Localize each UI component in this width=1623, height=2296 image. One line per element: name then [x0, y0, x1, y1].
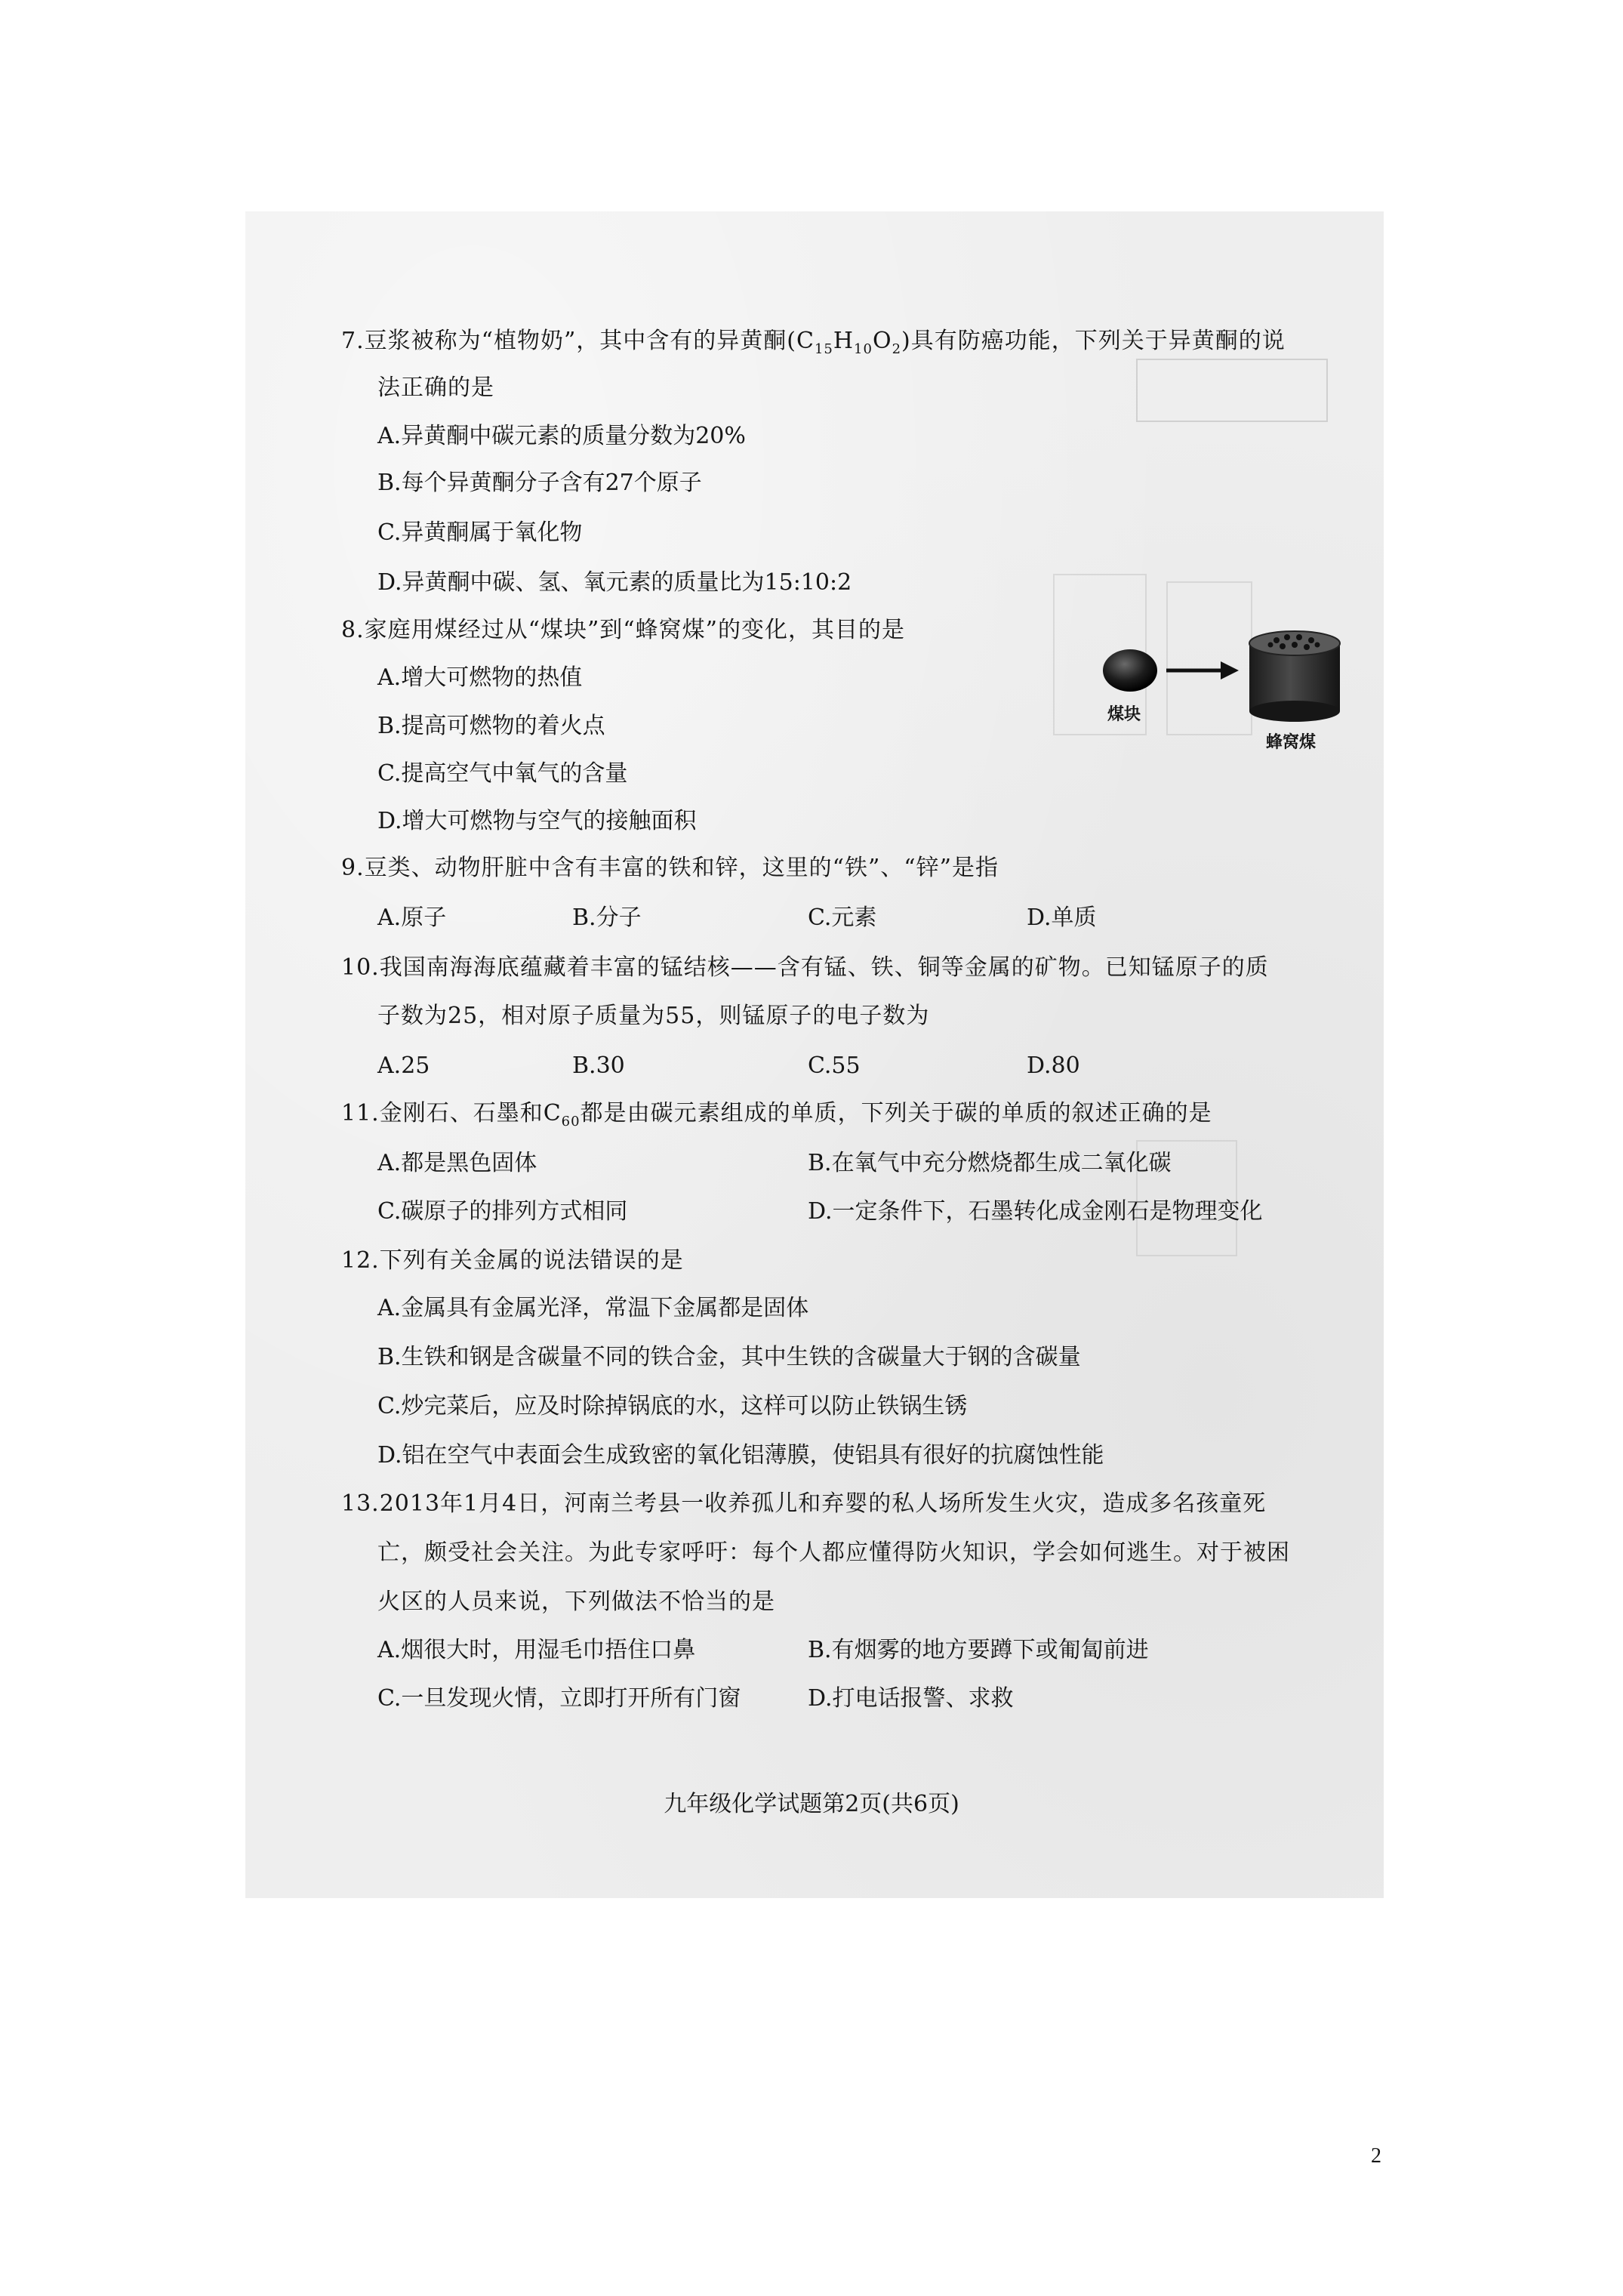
q7-option-c: C.异黄酮属于氧化物 [377, 519, 583, 546]
q8-stem: 8.家庭用煤经过从“煤块”到“蜂窝煤”的变化，其目的是 [341, 617, 905, 643]
q12-stem: 12.下列有关金属的说法错误的是 [341, 1247, 684, 1274]
q13-option-a: A.烟很大时，用湿毛巾捂住口鼻 [377, 1637, 696, 1663]
q13-option-c: C.一旦发现火情，立即打开所有门窗 [377, 1685, 741, 1712]
q11-stem: 11.金刚石、石墨和$C_{60}$都是由碳元素组成的单质，下列关于碳的单质的叙述正确的是 [341, 1100, 1212, 1130]
q10-stem: 10.我国南海海底蕴藏着丰富的锰结核——含有锰、铁、铜等金属的矿物。已知锰原子的质 [341, 954, 1269, 981]
q7-option-a: A.异黄酮中碳元素的质量分数为20% [377, 423, 746, 449]
q11-option-d: D.一定条件下，石墨转化成金刚石是物理变化 [808, 1198, 1263, 1225]
q7-option-b: B.每个异黄酮分子含有27个原子 [377, 470, 702, 496]
page-footer: 九年级化学试题第2页(共6页) [664, 1791, 959, 1817]
q13-option-b: B.有烟雾的地方要蹲下或匍匐前进 [808, 1637, 1149, 1663]
q10-option-c: C.55 [808, 1052, 861, 1079]
q7-stem: 7.豆浆被称为“植物奶”，其中含有的异黄酮$(C_{15}H_{10}O_2)$具有防癌功能，下列关于异黄酮的说 [341, 328, 1286, 357]
q11-option-c: C.碳原子的排列方式相同 [377, 1198, 628, 1225]
honeycomb-briquette-icon [1249, 631, 1340, 722]
q8-option-b: B.提高可燃物的着火点 [377, 713, 605, 739]
q12-option-a: A.金属具有金属光泽，常温下金属都是固体 [377, 1295, 809, 1321]
q13-option-d: D.打电话报警、求救 [808, 1685, 1014, 1712]
q8-option-a: A.增大可燃物的热值 [377, 664, 583, 691]
q9-option-a: A.原子 [377, 905, 447, 931]
bleed-through-box [1136, 359, 1328, 422]
q13-stem: 13.2013年1月4日，河南兰考县一收养孤儿和弃婴的私人场所发生火灾，造成多名孩童死 [341, 1490, 1267, 1517]
q11-option-a: A.都是黑色固体 [377, 1150, 537, 1176]
q9-option-d: D.单质 [1027, 905, 1097, 931]
q13-stem-line3: 火区的人员来说，下列做法不恰当的是 [377, 1589, 775, 1615]
q7-option-d: D.异黄酮中碳、氢、氧元素的质量比为15:10:2 [377, 569, 852, 596]
q8-option-c: C.提高空气中氧气的含量 [377, 760, 628, 787]
q10-option-b: B.30 [572, 1052, 625, 1079]
q7-stem-line2: 法正确的是 [377, 374, 494, 401]
briquette-label: 蜂窝煤 [1266, 732, 1317, 752]
q13-stem-line2: 亡，颇受社会关注。为此专家呼吁：每个人都应懂得防火知识，学会如何逃生。对于被困 [377, 1539, 1290, 1566]
page-number: 2 [1371, 2144, 1381, 2168]
coal-figure [1098, 627, 1347, 755]
q8-option-d: D.增大可燃物与空气的接触面积 [377, 808, 697, 834]
q9-stem: 9.豆类、动物肝脏中含有丰富的铁和锌，这里的“铁”、“锌”是指 [341, 855, 999, 881]
q12-option-b: B.生铁和钢是含碳量不同的铁合金，其中生铁的含碳量大于钢的含碳量 [377, 1344, 1081, 1370]
coal-block-icon [1103, 649, 1157, 692]
q9-option-c: C.元素 [808, 905, 877, 931]
q10-option-a: A.25 [377, 1052, 430, 1079]
q10-option-d: D.80 [1027, 1052, 1080, 1079]
arrow-head-icon [1221, 661, 1239, 680]
q12-option-c: C.炒完菜后，应及时除掉锅底的水，这样可以防止铁锅生锈 [377, 1393, 968, 1419]
q9-option-b: B.分子 [572, 905, 642, 931]
q10-stem-line2: 子数为25，相对原子质量为55，则锰原子的电子数为 [377, 1003, 930, 1029]
coal-block-label: 煤块 [1107, 704, 1141, 724]
q12-option-d: D.铝在空气中表面会生成致密的氧化铝薄膜，使铝具有很好的抗腐蚀性能 [377, 1442, 1104, 1469]
q11-option-b: B.在氧气中充分燃烧都生成二氧化碳 [808, 1150, 1172, 1176]
